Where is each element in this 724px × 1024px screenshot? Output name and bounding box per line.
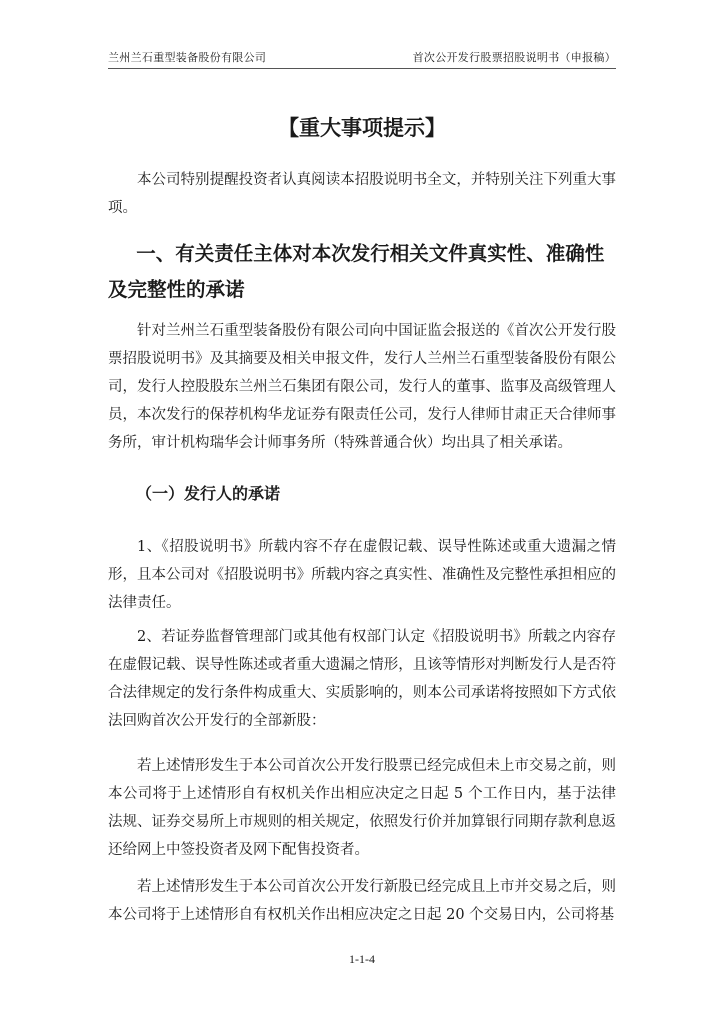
header-company: 兰州兰石重型装备股份有限公司: [108, 51, 267, 64]
section-heading-1: 一、有关责任主体对本次发行相关文件真实性、准确性及完整性的承诺: [108, 242, 605, 301]
commitment-item-2: 2、若证券监督管理部门或其他有权部门认定《招股说明书》所载之内容存在虚假记载、误导性陈述或者重大遗漏之情形，且该等情形对判断发行人是否符合法律规定的发行条件构成重大、实质影响的，则本公司承诺将按照如下方式依法回购首次公开发行的全部新股：: [108, 629, 616, 729]
commitment-item-1: 1、《招股说明书》所载内容不存在虚假记载、误导性陈述或重大遗漏之情形，且本公司对《招股说明书》所载内容之真实性、准确性及完整性承担相应的法律责任。: [108, 539, 616, 611]
subsection-heading-1: （一）发行人的承诺: [136, 484, 281, 503]
header-document-title: 首次公开发行股票招股说明书（申报稿）: [412, 51, 616, 64]
repurchase-paragraph-after-listing: 若上述情形发生于本公司首次公开发行新股已经完成且上市并交易之后，则本公司将于上述情形自有权机关作出相应决定之日起 20 个交易日内，公司将基: [108, 879, 616, 923]
section-1-paragraph: 针对兰州兰石重型装备股份有限公司向中国证监会报送的《首次公开发行股票招股说明书》及其摘要及相关申报文件，发行人兰州兰石重型装备股份有限公司，发行人控股股东兰州兰石集团有限公司，发行人的董事、监事及高级管理人员，本次发行的保荐机构华龙证券有限责任公司，发行人律师甘肃正天合律师事务所，审计机构瑞华会计师事务所（特殊普通合伙）均出具了相关承诺。: [108, 323, 616, 451]
repurchase-paragraph-before-listing: 若上述情形发生于本公司首次公开发行股票已经完成但未上市交易之前，则本公司将于上述情形自有权机关作出相应决定之日起 5 个工作日内，基于法律法规、证券交易所上市规则的相关规定，依照发行价并加算银行同期存款利息返还给网上中签投资者及网下配售投资者。: [108, 758, 616, 858]
intro-paragraph: 本公司特别提醒投资者认真阅读本招股说明书全文，并特别关注下列重大事项。: [108, 172, 616, 216]
page-header: [108, 50, 616, 69]
page-title: 【重大事项提示】: [278, 116, 446, 140]
page-number: 1-1-4: [349, 952, 375, 966]
